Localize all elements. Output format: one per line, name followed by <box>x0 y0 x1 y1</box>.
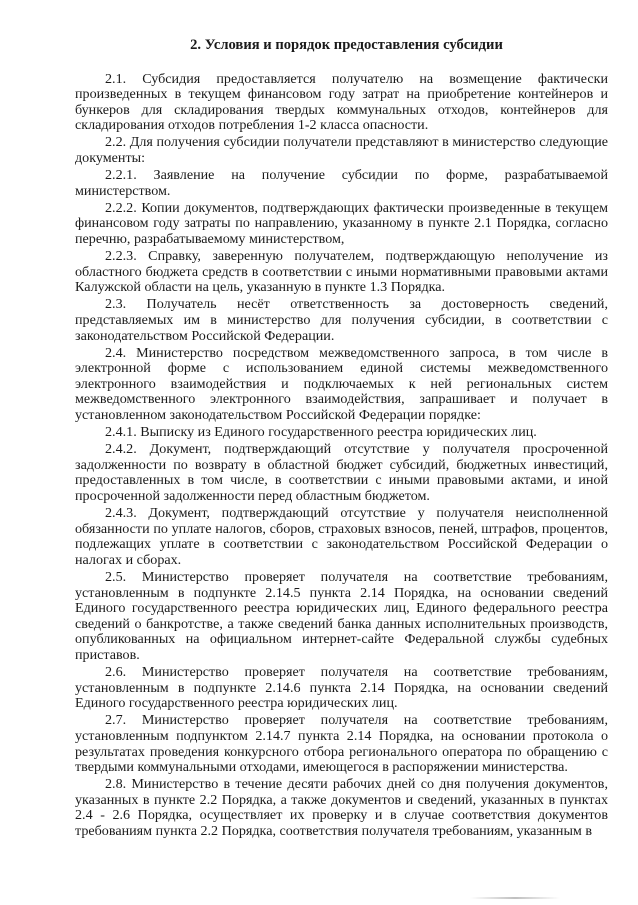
paragraph-2-4-1: 2.4.1. Выписку из Единого государственного реестра юридических лиц. <box>105 424 537 441</box>
paragraph-2-2-3: 2.2.3. Справку, заверенную получателем, подтверждающую неполучение из областного бюджета средств в соответствии с иными нормативными правовыми актами Калужской области на цель, указанную в пункте 1.3 Порядка. <box>75 248 608 296</box>
paragraph-2-5: 2.5. Министерство проверяет получателя на соответствие требованиям, установленным в подпункте 2.14.5 пункта 2.14 Порядка, на основании сведений Единого государственного реестра юридических лиц, Единого федерального реестра сведений о банкротстве, а также сведений банка данных исполнительных производств, опубликованных на официальном интернет-сайте Федеральной службы судебных приставов. <box>75 569 608 663</box>
paragraph-2-3: 2.3. Получатель несёт ответственность за достоверность сведений, представляемых им в министерство для получения субсидии, в соответствии с законодательством Российской Федерации. <box>75 296 608 344</box>
paragraph-2-2-1: 2.2.1. Заявление на получение субсидии по форме, разрабатываемой министерством. <box>75 167 608 199</box>
paragraph-2-4: 2.4. Министерство посредством межведомственного запроса, в том числе в электронной форме с использованием единой системы межведомственного электронного взаимодействия и подключаемых к ней региональных систем межведомственного электронного взаимодействия, запрашивает и получает в установленном законодательством Российской Федерации порядке: <box>75 344 608 424</box>
scan-edge-shadow <box>470 897 560 899</box>
paragraph-2-6: 2.6. Министерство проверяет получателя на соответствие требованиям, установленным в подпункте 2.14.6 пункта 2.14 Порядка, на основании сведений Единого государственного реестра юридических лиц. <box>75 664 608 712</box>
paragraph-2-1: 2.1. Субсидия предоставляется получателю на возмещение фактически произведенных в текущем финансовом году затрат на приобретение контейнеров и бункеров для складирования твердых коммунальных отходов, контейнеров для складирования отходов потребления 1-2 класса опасности. <box>75 70 608 134</box>
paragraph-2-2-2: 2.2.2. Копии документов, подтверждающих фактически произведенные в текущем финансовом году затраты по направлению, указанному в пункте 2.1 Порядка, согласно перечню, разрабатываемому министерством, <box>75 199 608 248</box>
paragraph-2-8: 2.8. Министерство в течение десяти рабочих дней со дня получения документов, указанных в пункте 2.2 Порядка, а также документов и сведений, указанных в пунктах 2.4 - 2.6 Порядка, осуществляет их проверку и в случае соответствия документов требованиям пункта 2.2 Порядка, соответствия получателя требованиям, указанным в <box>75 776 608 839</box>
paragraph-2-4-3: 2.4.3. Документ, подтверждающий отсутствие у получателя неисполненной обязанности по уплате налогов, сборов, страховых взносов, пеней, штрафов, процентов, подлежащих уплате в соответствии с законодательством Российской Федерации о налогах и сборах. <box>75 505 608 568</box>
section-heading: 2. Условия и порядок предоставления субсидии <box>190 37 503 53</box>
paragraph-2-7: 2.7. Министерство проверяет получателя на соответствие требованиям, установленным подпунктом 2.14.7 пункта 2.14 Порядка, на основании протокола о результатах проведения конкурсного отбора регионального оператора по обращению с твердыми коммунальными отходами, имеющегося в распоряжении министерства. <box>75 712 608 776</box>
paragraph-2-2: 2.2. Для получения субсидии получатели представляют в министерство следующие документы: <box>75 134 608 167</box>
paragraph-2-4-2: 2.4.2. Документ, подтверждающий отсутствие у получателя просроченной задолженности по возврату в областной бюджет субсидий, бюджетных инвестиций, предоставленных в том числе, в соответствии с иными правовыми актами, и иной просроченной задолженности перед областным бюджетом. <box>75 441 608 505</box>
